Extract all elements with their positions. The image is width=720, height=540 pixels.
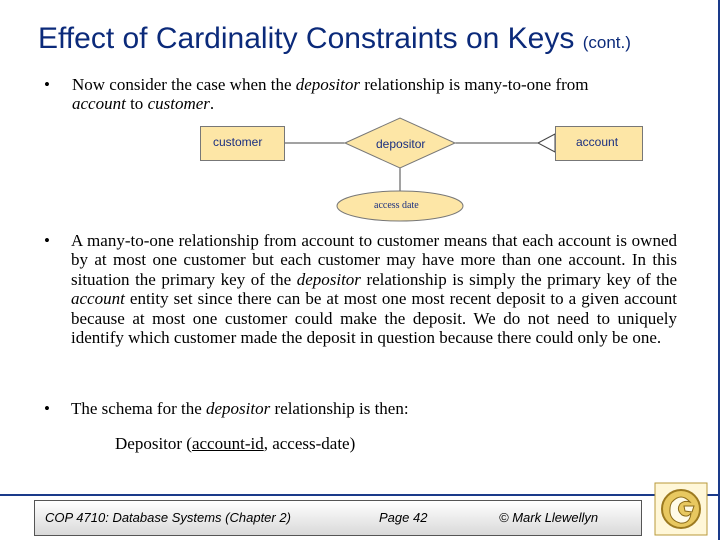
b2-t1: A many-to-one relationship from account to customer means that each account is owned by at most one customer but each customer may have more than one account. In this situation the primary key of the — [71, 231, 677, 289]
b1-e3: customer — [147, 94, 210, 114]
arrowhead-icon — [538, 134, 555, 152]
bullet-2-dot: • — [44, 231, 50, 250]
bullet-2-text — [71, 231, 677, 347]
depositor-relationship-label: depositor — [376, 137, 426, 151]
schema-rest: , access-date) — [263, 434, 356, 453]
bullet-3-text — [71, 399, 677, 418]
depositor-schema — [115, 434, 355, 454]
b1-t2: relationship is many-to-one from — [360, 75, 589, 94]
bullet-3-dot: • — [44, 399, 50, 418]
customer-entity-label: customer — [213, 135, 263, 149]
schema-key: account-id — [191, 434, 264, 453]
b3-e1: depositor — [206, 399, 271, 418]
b2-e2: account — [71, 289, 125, 309]
b1-t3: to — [125, 94, 148, 114]
b3-t1: The schema for the — [71, 399, 206, 418]
title-suffix: (cont.) — [582, 33, 631, 52]
footer-divider — [0, 494, 720, 496]
b2-t2: relationship is simply the primary key of the — [360, 269, 677, 289]
schema-prefix: Depositor ( — [115, 434, 192, 453]
footer-course: COP 4710: Database Systems (Chapter 2) — [45, 510, 291, 525]
b3-t2: relationship is then: — [270, 399, 409, 418]
title-main: Effect of Cardinality Constraints on Keys — [38, 22, 575, 55]
footer-bar — [34, 500, 642, 536]
university-logo-icon — [654, 482, 708, 536]
account-entity-label: account — [576, 135, 619, 149]
footer-page: Page 42 — [379, 510, 428, 525]
access-date-attribute-label: access date — [374, 200, 419, 211]
b2-e1: depositor — [296, 269, 361, 289]
b1-t1: Now consider the case when the — [72, 75, 296, 94]
b1-t4: . — [209, 94, 215, 114]
bullet-1-dot: • — [44, 75, 50, 94]
b1-e1: depositor — [295, 75, 360, 94]
account-entity — [555, 126, 643, 161]
customer-entity — [200, 126, 285, 161]
footer-author: © Mark Llewellyn — [499, 510, 599, 525]
b1-e2: account — [72, 94, 126, 114]
b2-t3: entity set since there can be at most one most recent deposit to a given account because at most one customer could make the deposit. We do not need to uniquely identify which customer made the deposit in question because there could only be one. — [71, 289, 677, 348]
